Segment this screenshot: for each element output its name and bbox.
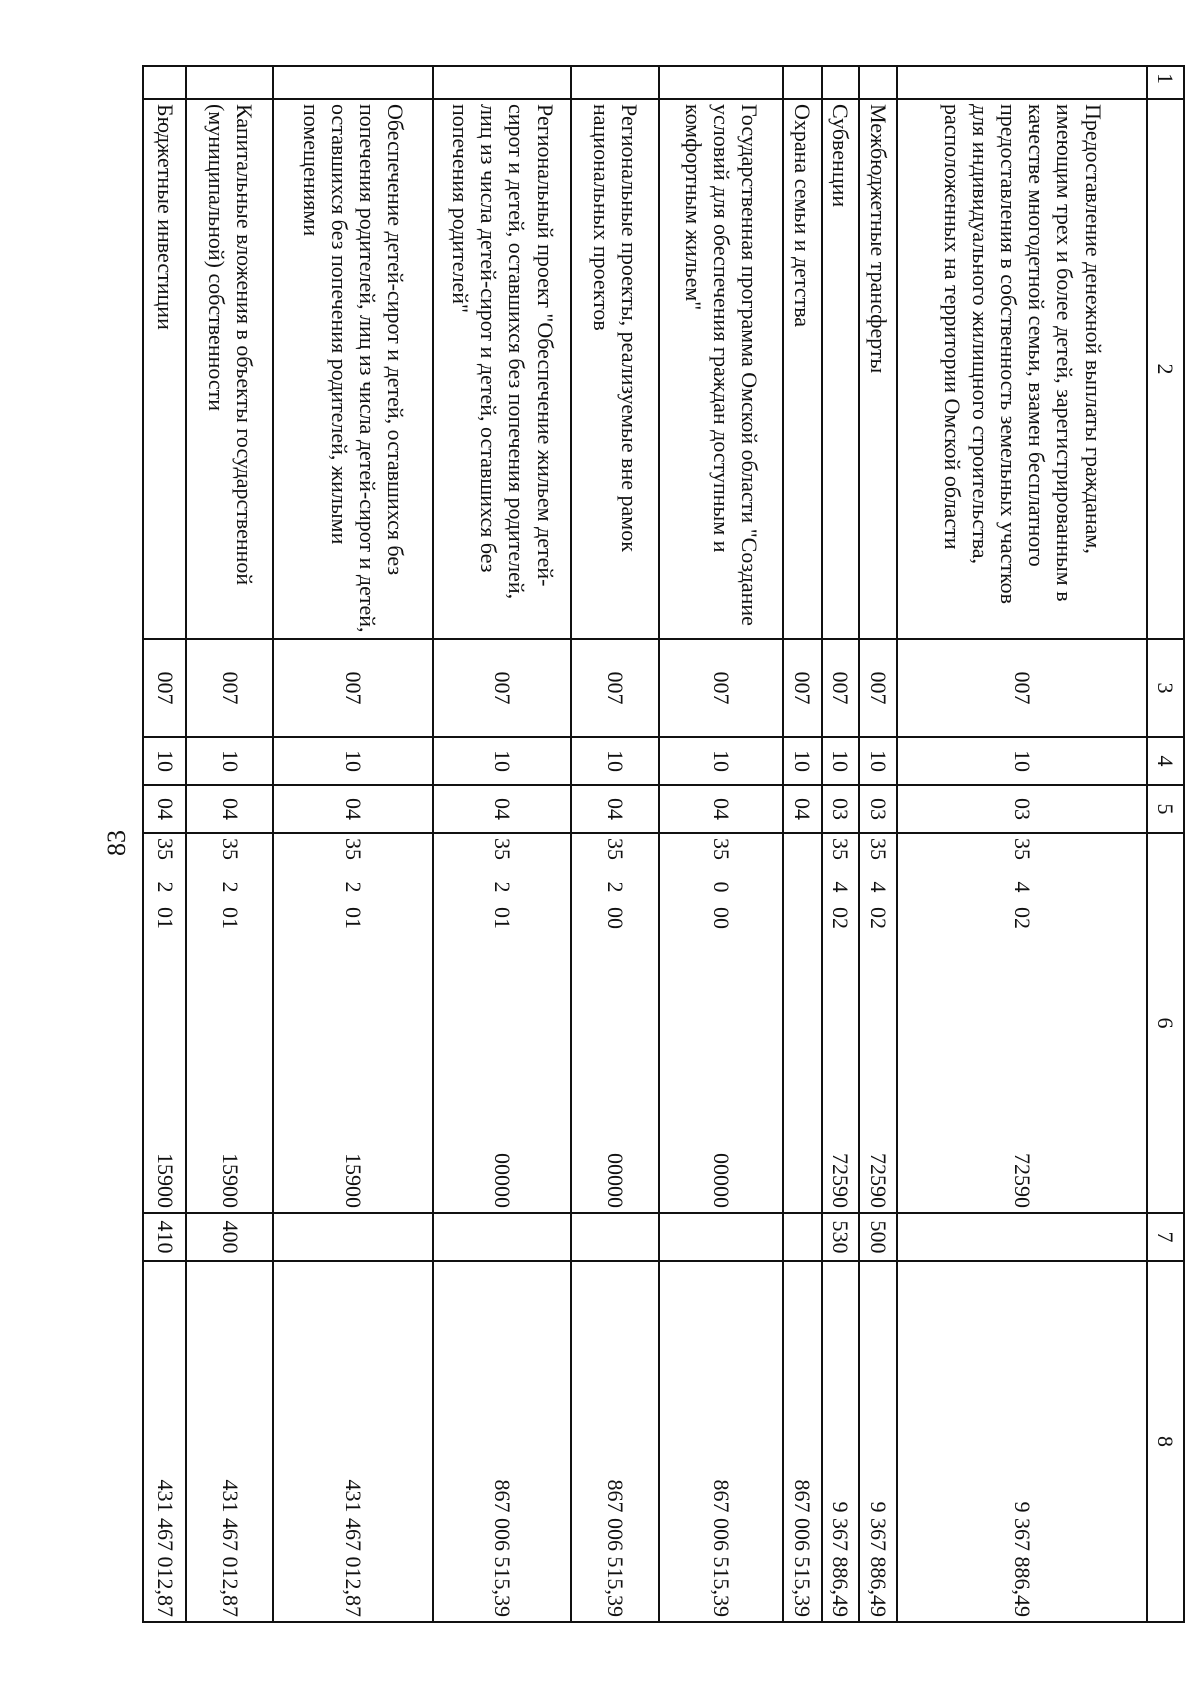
expense-type-cell: 400 — [186, 1213, 273, 1261]
subsection-cell: 04 — [143, 785, 186, 833]
amount-cell: 867 006 515,39 — [571, 1261, 659, 1622]
expense-type-cell — [659, 1213, 783, 1261]
target-article-part: 00 — [709, 907, 735, 929]
target-article-part: 2 — [490, 881, 516, 893]
code-cell: 007 — [659, 639, 783, 737]
amount-cell: 867 006 515,39 — [659, 1261, 783, 1622]
table-row — [273, 66, 433, 1622]
target-article-part: 35 — [490, 838, 516, 860]
row-index-cell — [143, 66, 186, 99]
target-article-part: 00 — [603, 907, 629, 929]
target-article-cell — [783, 833, 822, 1213]
target-article-part: 00000 — [709, 1153, 735, 1208]
row-index-cell — [783, 66, 822, 99]
target-article-part: 15900 — [152, 1153, 178, 1208]
target-article-cell — [143, 833, 186, 1213]
row-name-cell: Межбюджетные трансферты — [859, 99, 898, 639]
target-article-code — [151, 838, 179, 1208]
header-cell: 2 — [1147, 99, 1184, 639]
target-article-part: 00000 — [490, 1153, 516, 1208]
target-article-part: 15900 — [341, 1153, 367, 1208]
row-name-cell: Охрана семьи и детства — [783, 99, 822, 639]
target-article-cell — [897, 833, 1146, 1213]
budget-table — [142, 65, 1185, 1623]
target-article-code — [601, 838, 629, 1208]
header-cell: 3 — [1147, 639, 1184, 737]
target-article-part: 00000 — [603, 1153, 629, 1208]
target-article-part: 35 — [152, 838, 178, 860]
target-article-code — [864, 838, 892, 1208]
header-cell: 1 — [1147, 66, 1184, 99]
row-name-cell: Обеспечение детей-сирот и детей, оставшихся без попечения родителей, лиц из числа детей-сирот и детей, оставшихся без попечения родителей, жилыми помещениями — [273, 99, 433, 639]
expense-type-cell — [783, 1213, 822, 1261]
subsection-cell: 04 — [659, 785, 783, 833]
table-body — [143, 66, 1184, 1622]
code-cell: 007 — [897, 639, 1146, 737]
subsection-cell: 04 — [273, 785, 433, 833]
table-row — [571, 66, 659, 1622]
row-name-cell: Региональный проект "Обеспечение жильем детей-сирот и детей, оставшихся без попечения родителей, лиц из числа детей-сирот и детей, оставшихся без попечения родителей" — [433, 99, 571, 639]
section-cell: 10 — [273, 737, 433, 785]
page-number: 83 — [102, 830, 131, 856]
target-article-part: 4 — [866, 881, 892, 893]
subsection-cell: 04 — [571, 785, 659, 833]
amount-cell: 431 467 012,87 — [273, 1261, 433, 1622]
target-article-part: 01 — [217, 907, 243, 929]
target-article-part: 02 — [866, 907, 892, 929]
table-row — [783, 66, 822, 1622]
target-article-part: 2 — [603, 881, 629, 893]
table-row — [897, 66, 1146, 1622]
code-cell: 007 — [433, 639, 571, 737]
subsection-cell: 04 — [783, 785, 822, 833]
row-index-cell — [859, 66, 898, 99]
header-cell: 8 — [1147, 1261, 1184, 1622]
header-cell: 4 — [1147, 737, 1184, 785]
subsection-cell: 03 — [859, 785, 898, 833]
expense-type-cell — [571, 1213, 659, 1261]
target-article-part: 72590 — [828, 1153, 854, 1208]
amount-cell: 867 006 515,39 — [433, 1261, 571, 1622]
section-cell: 10 — [433, 737, 571, 785]
table-row — [859, 66, 898, 1622]
target-article-part: 0 — [709, 881, 735, 893]
target-article-part: 35 — [866, 838, 892, 860]
target-article-cell — [433, 833, 571, 1213]
table-row — [659, 66, 783, 1622]
target-article-part: 01 — [341, 907, 367, 929]
row-name-cell: Капитальные вложения в объекты государственной (муниципальной) собственности — [186, 99, 273, 639]
target-article-cell — [659, 833, 783, 1213]
target-article-part: 72590 — [866, 1153, 892, 1208]
row-index-cell — [659, 66, 783, 99]
row-index-cell — [571, 66, 659, 99]
code-cell: 007 — [783, 639, 822, 737]
target-article-part: 15900 — [217, 1153, 243, 1208]
section-cell: 10 — [143, 737, 186, 785]
expense-type-cell — [273, 1213, 433, 1261]
code-cell: 007 — [822, 639, 859, 737]
target-article-part: 02 — [828, 907, 854, 929]
budget-table-rotated — [142, 65, 1185, 1621]
row-index-cell — [186, 66, 273, 99]
code-cell: 007 — [571, 639, 659, 737]
target-article-part: 2 — [217, 881, 243, 893]
target-article-part: 01 — [152, 907, 178, 929]
row-name-cell: Предоставление денежной выплаты гражданам, имеющим трех и более детей, зарегистрированным в качестве многодетной семьи, взамен бесплатного предоставления в собственность земельных участков для индивидуального жилищного строительства, расположенных на территории Омской области — [897, 99, 1146, 639]
target-article-part: 35 — [828, 838, 854, 860]
expense-type-cell — [433, 1213, 571, 1261]
subsection-cell: 03 — [897, 785, 1146, 833]
code-cell: 007 — [859, 639, 898, 737]
row-index-cell — [822, 66, 859, 99]
header-row — [1147, 66, 1184, 1622]
target-article-code — [339, 838, 367, 1208]
section-cell: 10 — [822, 737, 859, 785]
target-article-part: 2 — [341, 881, 367, 893]
expense-type-cell: 500 — [859, 1213, 898, 1261]
expense-type-cell — [897, 1213, 1146, 1261]
target-article-part: 72590 — [1010, 1153, 1036, 1208]
target-article-code — [216, 838, 244, 1208]
row-name-cell: Субвенции — [822, 99, 859, 639]
subsection-cell: 04 — [186, 785, 273, 833]
target-article-part: 4 — [1010, 881, 1036, 893]
code-cell: 007 — [143, 639, 186, 737]
target-article-part: 01 — [490, 907, 516, 929]
row-index-cell — [273, 66, 433, 99]
section-cell: 10 — [783, 737, 822, 785]
table-row — [433, 66, 571, 1622]
subsection-cell: 04 — [433, 785, 571, 833]
target-article-code — [488, 838, 516, 1208]
header-cell: 7 — [1147, 1213, 1184, 1261]
amount-cell: 431 467 012,87 — [143, 1261, 186, 1622]
expense-type-cell: 530 — [822, 1213, 859, 1261]
target-article-part: 35 — [217, 838, 243, 860]
target-article-part: 35 — [709, 838, 735, 860]
target-article-part: 35 — [1010, 838, 1036, 860]
target-article-cell — [859, 833, 898, 1213]
amount-cell: 867 006 515,39 — [783, 1261, 822, 1622]
target-article-code — [707, 838, 735, 1208]
row-name-cell: Региональные проекты, реализуемые вне рамок национальных проектов — [571, 99, 659, 639]
expense-type-cell: 410 — [143, 1213, 186, 1261]
section-cell: 10 — [897, 737, 1146, 785]
amount-cell: 431 467 012,87 — [186, 1261, 273, 1622]
table-row — [143, 66, 186, 1622]
code-cell: 007 — [273, 639, 433, 737]
header-cell: 5 — [1147, 785, 1184, 833]
target-article-cell — [822, 833, 859, 1213]
section-cell: 10 — [186, 737, 273, 785]
target-article-cell — [186, 833, 273, 1213]
row-index-cell — [433, 66, 571, 99]
row-index-cell — [897, 66, 1146, 99]
row-name-cell: Бюджетные инвестиции — [143, 99, 186, 639]
subsection-cell: 03 — [822, 785, 859, 833]
row-name-cell: Государственная программа Омской области "Создание условий для обеспечения граждан доступным и комфортным жильем" — [659, 99, 783, 639]
target-article-part: 2 — [152, 881, 178, 893]
table-row — [822, 66, 859, 1622]
table-row — [186, 66, 273, 1622]
amount-cell: 9 367 886,49 — [859, 1261, 898, 1622]
section-cell: 10 — [859, 737, 898, 785]
target-article-part: 35 — [341, 838, 367, 860]
target-article-part: 35 — [603, 838, 629, 860]
target-article-part: 02 — [1010, 907, 1036, 929]
section-cell: 10 — [659, 737, 783, 785]
section-cell: 10 — [571, 737, 659, 785]
amount-cell: 9 367 886,49 — [897, 1261, 1146, 1622]
header-cell: 6 — [1147, 833, 1184, 1213]
code-cell: 007 — [186, 639, 273, 737]
target-article-code — [1008, 838, 1036, 1208]
target-article-part: 4 — [828, 881, 854, 893]
target-article-cell — [273, 833, 433, 1213]
target-article-cell — [571, 833, 659, 1213]
target-article-code — [826, 838, 854, 1208]
amount-cell: 9 367 886,49 — [822, 1261, 859, 1622]
